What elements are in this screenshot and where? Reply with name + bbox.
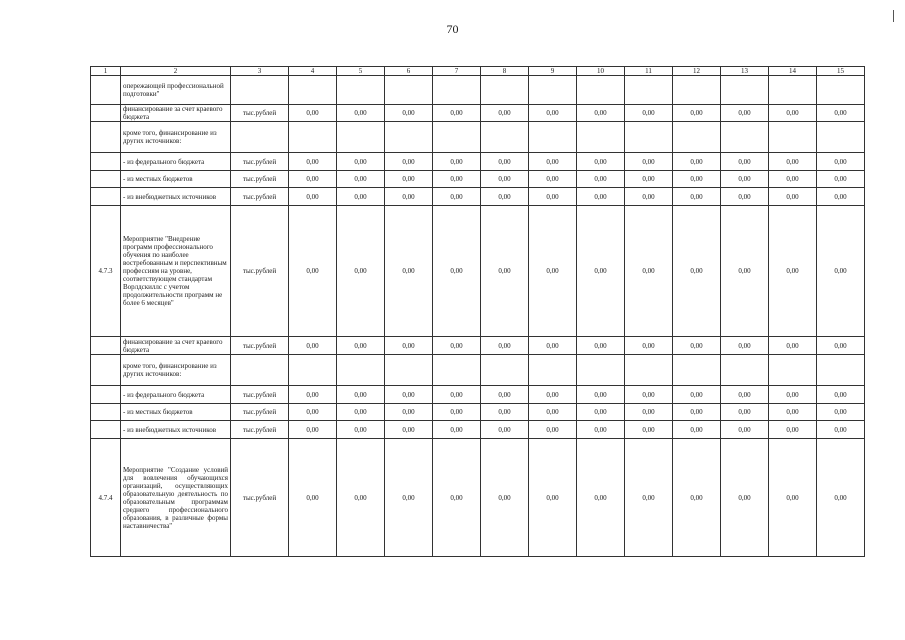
value-cell [721,122,769,153]
column-header: 14 [769,67,817,76]
value-cell: 0,00 [769,171,817,188]
table-row [91,439,865,557]
column-header: 2 [121,67,231,76]
column-header: 7 [433,67,481,76]
value-cell: 0,00 [481,386,529,404]
value-cell [289,76,337,105]
value-cell: 0,00 [673,386,721,404]
value-cell: 0,00 [625,171,673,188]
value-cell: 0,00 [577,105,625,122]
value-cell: 0,00 [481,206,529,337]
value-cell: 0,00 [529,439,577,557]
value-cell: 0,00 [433,421,481,439]
row-code [91,188,121,206]
value-cell: 0,00 [769,153,817,171]
row-unit: тыс.рублей [231,153,289,171]
value-cell: 0,00 [625,188,673,206]
row-unit: тыс.рублей [231,404,289,421]
value-cell: 0,00 [817,171,865,188]
value-cell [625,76,673,105]
column-header: 5 [337,67,385,76]
value-cell [721,355,769,386]
table-row [91,355,865,386]
value-cell: 0,00 [385,188,433,206]
value-cell [577,355,625,386]
value-cell: 0,00 [433,105,481,122]
row-name: - из федерального бюджета [121,386,231,404]
value-cell: 0,00 [481,404,529,421]
value-cell: 0,00 [337,386,385,404]
value-cell [529,76,577,105]
value-cell: 0,00 [817,386,865,404]
value-cell: 0,00 [817,188,865,206]
table-row [91,153,865,171]
row-unit: тыс.рублей [231,421,289,439]
value-cell: 0,00 [817,421,865,439]
table-row [91,76,865,105]
value-cell: 0,00 [433,171,481,188]
value-cell [673,122,721,153]
row-unit: тыс.рублей [231,105,289,122]
value-cell [769,76,817,105]
table-row [91,206,865,337]
value-cell: 0,00 [289,153,337,171]
budget-table [90,66,865,557]
value-cell: 0,00 [529,404,577,421]
row-unit: тыс.рублей [231,206,289,337]
value-cell: 0,00 [817,105,865,122]
row-name: финансирование за счет краевого бюджета [121,105,231,122]
value-cell [385,122,433,153]
row-code [91,355,121,386]
value-cell: 0,00 [337,105,385,122]
value-cell: 0,00 [577,421,625,439]
value-cell: 0,00 [289,188,337,206]
value-cell [529,122,577,153]
row-code [91,76,121,105]
row-unit [231,76,289,105]
value-cell [385,76,433,105]
column-header: 13 [721,67,769,76]
value-cell: 0,00 [625,421,673,439]
value-cell: 0,00 [385,337,433,355]
value-cell [673,355,721,386]
value-cell [529,355,577,386]
value-cell [625,122,673,153]
value-cell: 0,00 [385,404,433,421]
table-row [91,404,865,421]
value-cell: 0,00 [673,421,721,439]
row-name: финансирование за счет краевого бюджета [121,337,231,355]
value-cell [769,355,817,386]
value-cell: 0,00 [385,171,433,188]
value-cell: 0,00 [721,439,769,557]
value-cell [817,355,865,386]
value-cell: 0,00 [817,439,865,557]
value-cell: 0,00 [337,421,385,439]
value-cell [481,76,529,105]
value-cell: 0,00 [673,337,721,355]
value-cell: 0,00 [529,105,577,122]
scan-edge-mark [893,10,894,22]
table-row [91,188,865,206]
value-cell: 0,00 [769,386,817,404]
value-cell: 0,00 [385,153,433,171]
value-cell: 0,00 [289,421,337,439]
value-cell: 0,00 [673,206,721,337]
value-cell: 0,00 [481,337,529,355]
row-name: - из внебюджетных источников [121,421,231,439]
row-name: - из федерального бюджета [121,153,231,171]
value-cell [721,76,769,105]
value-cell: 0,00 [433,153,481,171]
value-cell: 0,00 [769,421,817,439]
value-cell: 0,00 [385,105,433,122]
value-cell: 0,00 [529,153,577,171]
value-cell: 0,00 [337,439,385,557]
row-unit [231,355,289,386]
table-row [91,171,865,188]
value-cell: 0,00 [817,153,865,171]
value-cell: 0,00 [577,337,625,355]
value-cell: 0,00 [673,105,721,122]
column-header: 10 [577,67,625,76]
row-unit: тыс.рублей [231,171,289,188]
value-cell [385,355,433,386]
value-cell: 0,00 [673,153,721,171]
value-cell [577,76,625,105]
value-cell: 0,00 [481,105,529,122]
value-cell: 0,00 [289,386,337,404]
value-cell [289,122,337,153]
row-code [91,386,121,404]
value-cell: 0,00 [529,206,577,337]
value-cell [433,122,481,153]
value-cell: 0,00 [817,404,865,421]
value-cell [337,122,385,153]
column-header: 12 [673,67,721,76]
page-number: 70 [446,22,459,36]
value-cell: 0,00 [577,171,625,188]
value-cell [577,122,625,153]
column-header: 4 [289,67,337,76]
value-cell: 0,00 [673,439,721,557]
value-cell: 0,00 [577,206,625,337]
value-cell: 0,00 [385,386,433,404]
value-cell: 0,00 [721,337,769,355]
table-row [91,105,865,122]
value-cell: 0,00 [433,404,481,421]
value-cell [337,355,385,386]
value-cell: 0,00 [385,421,433,439]
value-cell: 0,00 [481,188,529,206]
value-cell: 0,00 [721,188,769,206]
table-row [91,122,865,153]
value-cell: 0,00 [481,171,529,188]
value-cell: 0,00 [529,337,577,355]
value-cell: 0,00 [337,404,385,421]
value-cell: 0,00 [721,421,769,439]
value-cell: 0,00 [289,404,337,421]
value-cell: 0,00 [289,439,337,557]
value-cell: 0,00 [769,105,817,122]
value-cell: 0,00 [337,153,385,171]
row-name: Мероприятие "Создание условий для вовлечения обучающихся организаций, осуществляющих образовательную деятельность по образовательным программам среднего профессионального образования, в различные формы наставничества" [121,439,231,557]
value-cell: 0,00 [289,337,337,355]
value-cell: 0,00 [625,337,673,355]
value-cell [673,76,721,105]
value-cell: 0,00 [577,188,625,206]
value-cell: 0,00 [625,105,673,122]
value-cell: 0,00 [769,404,817,421]
value-cell: 0,00 [769,188,817,206]
column-header: 15 [817,67,865,76]
column-header: 3 [231,67,289,76]
value-cell: 0,00 [433,439,481,557]
value-cell: 0,00 [769,337,817,355]
column-header: 6 [385,67,433,76]
row-code [91,404,121,421]
table-row [91,386,865,404]
value-cell [433,76,481,105]
column-header: 8 [481,67,529,76]
value-cell [481,355,529,386]
value-cell: 0,00 [481,421,529,439]
value-cell: 0,00 [721,386,769,404]
row-unit: тыс.рублей [231,386,289,404]
value-cell: 0,00 [673,171,721,188]
value-cell: 0,00 [673,404,721,421]
value-cell: 0,00 [625,206,673,337]
value-cell: 0,00 [721,171,769,188]
value-cell: 0,00 [433,206,481,337]
column-header: 9 [529,67,577,76]
value-cell: 0,00 [337,337,385,355]
row-name: Мероприятие "Внедрение программ профессионального обучения по наиболее востребованным и перспективным профессиям на уровне, соответствующем стандартам Ворлдскиллс с учетом продолжительности программ не более 6 месяцев" [121,206,231,337]
value-cell: 0,00 [625,386,673,404]
value-cell: 0,00 [289,171,337,188]
value-cell: 0,00 [289,206,337,337]
row-unit [231,122,289,153]
value-cell: 0,00 [721,153,769,171]
value-cell [769,122,817,153]
value-cell: 0,00 [481,439,529,557]
row-name: - из местных бюджетов [121,171,231,188]
value-cell: 0,00 [433,337,481,355]
value-cell: 0,00 [625,404,673,421]
value-cell: 0,00 [385,206,433,337]
value-cell: 0,00 [337,188,385,206]
value-cell [481,122,529,153]
value-cell: 0,00 [481,153,529,171]
value-cell: 0,00 [673,188,721,206]
value-cell [817,122,865,153]
value-cell: 0,00 [721,105,769,122]
value-cell [289,355,337,386]
row-code: 4.7.3 [91,206,121,337]
value-cell [337,76,385,105]
row-unit: тыс.рублей [231,337,289,355]
row-code: 4.7.4 [91,439,121,557]
row-code [91,153,121,171]
value-cell: 0,00 [769,206,817,337]
value-cell: 0,00 [577,404,625,421]
value-cell: 0,00 [625,439,673,557]
value-cell: 0,00 [577,439,625,557]
row-name: опережающей профессиональной подготовки" [121,76,231,105]
row-name: - из внебюджетных источников [121,188,231,206]
row-code [91,337,121,355]
value-cell: 0,00 [433,386,481,404]
table-row [91,337,865,355]
column-header: 1 [91,67,121,76]
value-cell: 0,00 [529,386,577,404]
row-code [91,105,121,122]
value-cell: 0,00 [529,421,577,439]
table-body [91,76,865,557]
value-cell [625,355,673,386]
value-cell: 0,00 [577,386,625,404]
value-cell: 0,00 [529,171,577,188]
value-cell [817,76,865,105]
row-unit: тыс.рублей [231,439,289,557]
row-code [91,171,121,188]
value-cell: 0,00 [433,188,481,206]
row-code [91,122,121,153]
value-cell: 0,00 [385,439,433,557]
value-cell: 0,00 [721,404,769,421]
value-cell: 0,00 [625,153,673,171]
table-header-row [91,67,865,76]
value-cell: 0,00 [337,206,385,337]
value-cell: 0,00 [529,188,577,206]
row-unit: тыс.рублей [231,188,289,206]
value-cell: 0,00 [721,206,769,337]
row-code [91,421,121,439]
row-name: кроме того, финансирование из других источников: [121,355,231,386]
value-cell: 0,00 [337,171,385,188]
row-name: - из местных бюджетов [121,404,231,421]
value-cell: 0,00 [769,439,817,557]
row-name: кроме того, финансирование из других источников: [121,122,231,153]
value-cell: 0,00 [817,206,865,337]
value-cell: 0,00 [289,105,337,122]
value-cell: 0,00 [817,337,865,355]
table-row [91,421,865,439]
value-cell: 0,00 [577,153,625,171]
value-cell [433,355,481,386]
column-header: 11 [625,67,673,76]
